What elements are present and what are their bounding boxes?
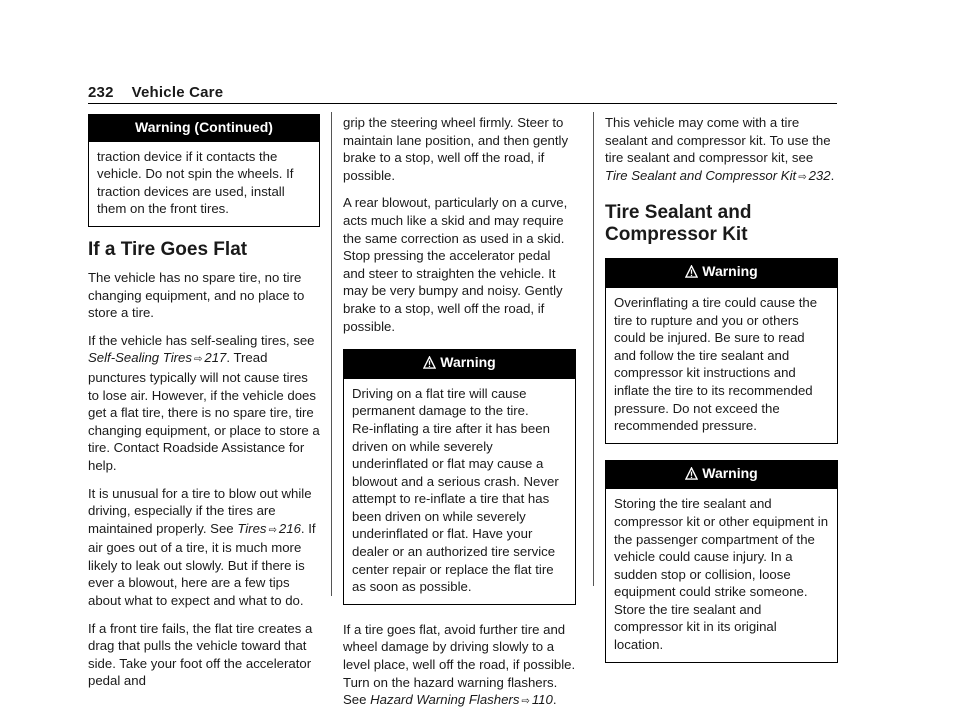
cross-reference-link[interactable]: Hazard Warning Flashers xyxy=(370,692,520,708)
warning-triangle-icon xyxy=(685,467,698,485)
column-3 xyxy=(605,114,838,675)
paragraph: The vehicle has no spare tire, no tire changing equipment, and no place to store a tire. xyxy=(88,269,305,321)
page-reference[interactable]: 232 xyxy=(808,167,831,183)
warning-text: Overinflating a tire could cause the tire to rupture and you or others could be injured. Be sure to read and follow the tire sealant and compressor kit instructions and inflate the tire to its recommended pressure. Do not exceed the recommended pressure. xyxy=(614,294,818,434)
warning-header xyxy=(606,259,837,288)
cross-reference-link[interactable]: Tires xyxy=(237,520,267,536)
section-heading: Tire Sealant and Compressor Kit xyxy=(605,202,752,246)
page-reference-arrow-icon: ⇨ xyxy=(193,354,203,366)
warning-triangle-icon xyxy=(685,265,698,283)
page-reference[interactable]: 217 xyxy=(204,350,227,366)
warning-continued-text: traction device if it contacts the vehicle. Do not spin the wheels. If traction devices are used, install them on the front tires. xyxy=(97,148,294,217)
page-reference-arrow-icon: ⇨ xyxy=(521,696,530,708)
cross-reference-link[interactable]: Tire Sealant and Compressor Kit xyxy=(605,167,797,183)
warning-box xyxy=(605,258,838,443)
page-number: 232 xyxy=(88,84,114,101)
warning-header xyxy=(606,461,837,490)
warning-header xyxy=(344,350,575,379)
warning-title: Warning xyxy=(440,354,496,371)
warning-continued-box xyxy=(88,114,320,227)
warning-box xyxy=(605,460,838,663)
page-reference-arrow-icon: ⇨ xyxy=(798,171,807,183)
page-reference[interactable]: 110 xyxy=(531,692,553,708)
warning-title: Warning xyxy=(702,263,758,280)
section-title: Vehicle Care xyxy=(131,84,224,101)
paragraph: If a tire goes flat, avoid further tire and wheel damage by driving slowly to a level place, well off the road, if possible. Turn on the hazard warning flashers. See Hazard Warning Flashers ⇨ 110. xyxy=(343,621,576,708)
warning-text: Re-inflating a tire after it has been driven on while severely underinflated or flat may cause a blowout and a serious crash. Never attempt to re-inflate a tire that has been driven on while severely underinflated or flat. Have your dealer or an authorized tire service center repair or replace the flat tire as soon as possible. xyxy=(352,420,559,595)
paragraph: If the vehicle has self-sealing tires, see Self-Sealing Tires ⇨ 217. Tread punctures typically will not cause tires to lose air. However, if the vehicle does get a flat tire, there is no spare tire, tire changing equipment, or place to store a tire. Contact Roadside Assistance for help. xyxy=(88,332,320,473)
column-divider xyxy=(593,112,594,586)
paragraph: If a front tire fails, the flat tire creates a drag that pulls the vehicle toward that side. Take your foot off the accelerator pedal and xyxy=(88,620,313,689)
warning-text: Driving on a flat tire will cause permanent damage to the tire. xyxy=(352,385,529,419)
page-reference-arrow-icon: ⇨ xyxy=(268,524,277,536)
warning-continued-title: Warning (Continued) xyxy=(89,115,319,142)
warning-title: Warning xyxy=(702,464,758,481)
paragraph: A rear blowout, particularly on a curve, acts much like a skid and may require the same correction as used in a skid. Stop pressing the accelerator pedal and steer to straighten the vehicle. It may be very bumpy and noisy. Gently brake to a stop, well off the road, if possible. xyxy=(343,195,568,334)
paragraph: grip the steering wheel firmly. Steer to maintain lane position, and then gently brake to a stop, well off the road, if possible. xyxy=(343,115,569,183)
paragraph: It is unusual for a tire to blow out while driving, especially if the tires are maintained properly. See Tires ⇨ 216. If air goes out of a tire, it is much more likely to leak out slowly. But if there is ever a blowout, here are a few tips about what to expect and what to do. xyxy=(88,485,316,609)
header-rule xyxy=(88,103,837,104)
column-divider xyxy=(331,112,332,596)
warning-triangle-icon xyxy=(423,356,436,374)
warning-box xyxy=(343,349,576,605)
warning-text: Storing the tire sealant and compressor kit or other equipment in the passenger compartment of the vehicle could cause injury. In a sudden stop or collision, loose equipment could strike someone. Store the tire sealant and compressor kit in its original location. xyxy=(614,496,829,653)
cross-reference-link[interactable]: Self-Sealing Tires xyxy=(88,350,192,366)
page-reference[interactable]: 216 xyxy=(278,520,301,536)
column-2 xyxy=(343,114,576,721)
page-header xyxy=(88,84,223,101)
column-1 xyxy=(88,114,320,700)
section-heading: If a Tire Goes Flat xyxy=(88,238,248,260)
paragraph: This vehicle may come with a tire sealant and compressor kit. To use the tire sealant and compressor kit, see Tire Sealant and Compressor Kit ⇨ 232. xyxy=(605,115,835,183)
